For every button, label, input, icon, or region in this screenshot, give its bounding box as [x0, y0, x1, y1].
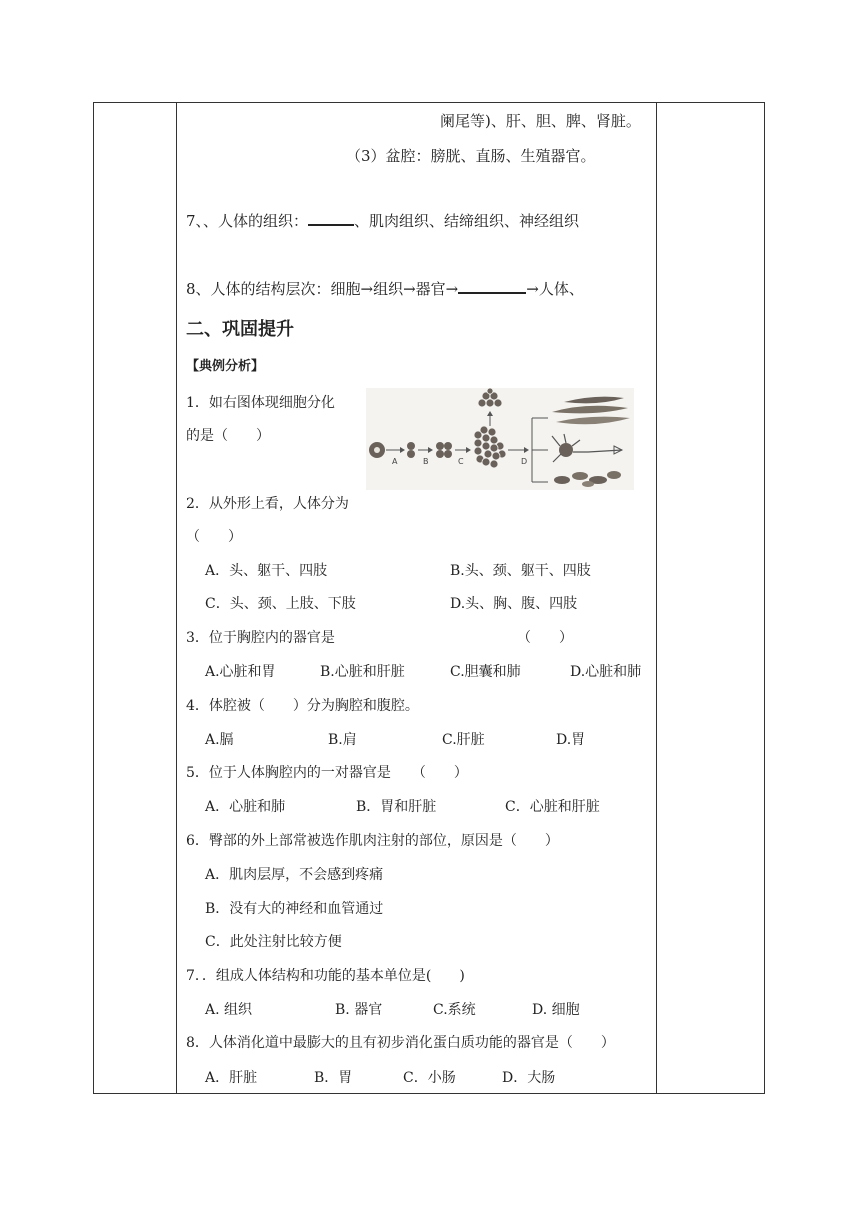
cell-differentiation-diagram — [366, 388, 634, 490]
question-7-option-b: B. 器官 — [335, 1002, 383, 1018]
figure-label-a: A — [392, 457, 398, 466]
question-8-option-d: D．大肠 — [502, 1070, 556, 1086]
review-item-8 — [186, 280, 584, 298]
question-7-option-c: C.系统 — [433, 1002, 476, 1018]
question-2-line-2: （ ） — [186, 529, 242, 545]
question-8-option-a: A．肝脏 — [205, 1070, 258, 1086]
fragment-line-1: 阑尾等)、肝、胆、脾、肾脏。 — [440, 112, 641, 130]
column-divider-right — [656, 103, 657, 1093]
figure-label-b: B — [423, 457, 429, 466]
blank-line — [458, 291, 526, 294]
question-2-line-1: 2．从外形上看，人体分为 — [186, 496, 349, 512]
cell-differentiation-figure — [366, 388, 634, 490]
question-2-option-a: A．头、躯干、四肢 — [205, 563, 328, 579]
question-5-option-b: B．胃和肝脏 — [356, 799, 437, 815]
question-1-line-2: 的是（ ） — [186, 428, 270, 444]
question-6-option-a: A．肌肉层厚，不会感到疼痛 — [205, 867, 384, 883]
question-2-option-c: C．头、颈、上肢、下肢 — [205, 596, 356, 612]
question-5-option-c: C．心脏和肝脏 — [505, 799, 600, 815]
question-3-option-c: C.胆囊和肺 — [450, 664, 521, 680]
question-4-option-a: A.膈 — [205, 732, 234, 748]
review-item-8-suffix: →人体、 — [526, 280, 584, 298]
question-8-option-b: B．胃 — [314, 1070, 353, 1086]
question-6-option-b: B．没有大的神经和血管通过 — [205, 901, 384, 917]
question-3-paren: （ ） — [517, 630, 573, 646]
table-frame — [93, 102, 765, 1094]
question-4-option-b: B.肩 — [328, 732, 357, 748]
question-7-option-a: A. 组织 — [205, 1002, 253, 1018]
review-item-8-prefix: 8、人体的结构层次：细胞→组织→器官→ — [186, 280, 459, 298]
question-2-option-d: D.头、胸、腹、四肢 — [450, 596, 578, 612]
review-item-7-suffix: 、肌肉组织、结缔组织、神经组织 — [354, 212, 580, 230]
question-4-option-c: C.肝脏 — [442, 732, 485, 748]
review-item-7-prefix: 7、、人体的组织： — [186, 212, 309, 230]
question-6-option-c: C．此处注射比较方便 — [205, 934, 342, 950]
figure-label-d: D — [521, 457, 528, 466]
question-7-text: 7．．组成人体结构和功能的基本单位是( ) — [186, 968, 465, 984]
question-4-text: 4．体腔被（ ）分为胸腔和腹腔。 — [186, 698, 419, 714]
question-7-option-d: D. 细胞 — [532, 1002, 580, 1018]
question-5-text: 5．位于人体胸腔内的一对器官是 （ ） — [186, 765, 468, 781]
figure-label-c: C — [458, 457, 464, 466]
question-3-option-a: A.心脏和胃 — [205, 664, 276, 680]
review-item-7 — [186, 212, 579, 230]
column-divider-left — [176, 103, 177, 1093]
question-5-option-a: A．心脏和肺 — [205, 799, 286, 815]
blank-line — [308, 223, 354, 226]
question-4-option-d: D.胃 — [556, 732, 586, 748]
question-8-option-c: C．小肠 — [403, 1070, 456, 1086]
question-1-line-1: 1．如右图体现细胞分化 — [186, 395, 335, 411]
question-3-text: 3．位于胸腔内的器官是 — [186, 630, 335, 646]
question-6-text: 6．臀部的外上部常被选作肌肉注射的部位，原因是（ ） — [186, 833, 559, 849]
question-8-text: 8．人体消化道中最膨大的且有初步消化蛋白质功能的器官是（ ） — [186, 1035, 615, 1051]
fragment-line-2: （3）盆腔：膀胱、直肠、生殖器官。 — [346, 147, 596, 165]
question-2-option-b: B.头、颈、躯干、四肢 — [450, 563, 591, 579]
question-3-option-d: D.心脏和肺 — [570, 664, 642, 680]
section-title: 二、巩固提升 — [186, 319, 294, 340]
question-3-option-b: B.心脏和肝脏 — [320, 664, 405, 680]
example-tag: 【典例分析】 — [186, 359, 265, 374]
